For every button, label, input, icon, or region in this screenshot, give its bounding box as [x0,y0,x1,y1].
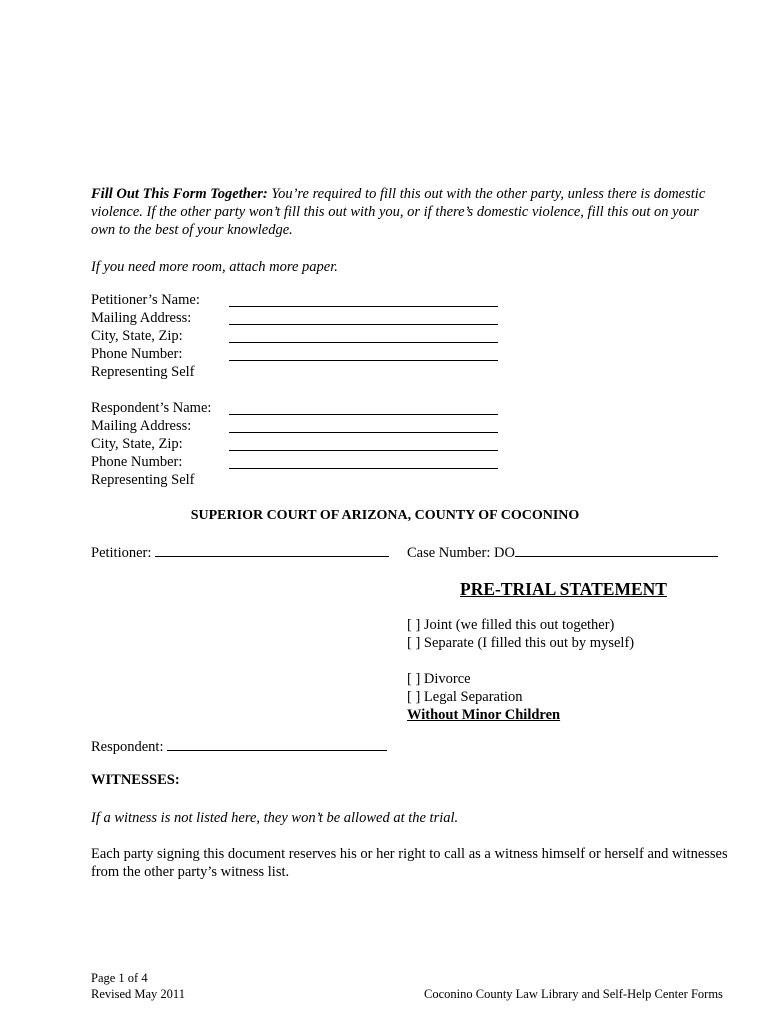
respondent-address-field[interactable] [229,432,498,433]
respondent-city-label: City, State, Zip: [91,436,183,452]
witnesses-heading: WITNESSES: [91,772,180,788]
option-joint[interactable]: [ ] Joint (we filled this out together) [407,617,615,633]
court-heading: SUPERIOR COURT OF ARIZONA, COUNTY OF COCONINO [190,508,580,523]
petitioner-self-label: Representing Self [91,364,195,380]
petitioner-address-label: Mailing Address: [91,310,192,326]
respondent-phone-label: Phone Number: [91,454,183,470]
footer-source: Coconino County Law Library and Self-Help Center Forms [424,987,723,1001]
intro-lead: Fill Out This Form Together: [91,186,268,202]
respondent-phone-field[interactable] [229,468,498,469]
petitioner-name-label: Petitioner’s Name: [91,292,200,308]
petitioner-address-field[interactable] [229,324,498,325]
respondent-address-label: Mailing Address: [91,418,192,434]
document-title: PRE-TRIAL STATEMENT [460,579,667,599]
witness-paragraph: Each party signing this document reserves his or her right to call as a witness himself or herself and witnesses from the other party’s witness list. [91,846,728,880]
witness-warning: If a witness is not listed here, they won’t be allowed at the trial. [91,810,459,826]
respondent-self-label: Representing Self [91,472,195,488]
respondent-city-field[interactable] [229,450,498,451]
respondent-caption [91,738,387,756]
without-minor-children: Without Minor Children [407,707,561,723]
case-number [407,544,718,562]
petitioner-phone-label: Phone Number: [91,346,183,362]
petitioner-city-field[interactable] [229,342,498,343]
revised-date: Revised May 2011 [91,987,185,1001]
petitioner-caption-label: Petitioner: [91,545,152,561]
more-room-note: If you need more room, attach more paper. [91,259,338,275]
intro-instructions [91,185,721,239]
case-number-label: Case Number: DO [407,545,515,561]
petitioner-caption-field[interactable] [155,544,389,557]
option-separate[interactable]: [ ] Separate (I filled this out by myself) [407,635,635,651]
petitioner-city-label: City, State, Zip: [91,328,183,344]
respondent-caption-field[interactable] [167,738,387,751]
petitioner-phone-field[interactable] [229,360,498,361]
respondent-caption-label: Respondent: [91,739,164,755]
petitioner-caption [91,544,389,562]
intro-text: You’re required to fill this out with the other party, unless there is domestic violence. If the other party won’t fill this out with you, or if there’s domestic violence, fill this out on your own to the best of your knowledge. [91,186,706,238]
respondent-name-field[interactable] [229,414,498,415]
page-number: Page 1 of 4 [91,971,148,985]
option-divorce[interactable]: [ ] Divorce [407,671,471,687]
respondent-name-label: Respondent’s Name: [91,400,212,416]
case-number-field[interactable] [515,544,718,557]
option-legal-separation[interactable]: [ ] Legal Separation [407,689,523,705]
petitioner-name-field[interactable] [229,306,498,307]
